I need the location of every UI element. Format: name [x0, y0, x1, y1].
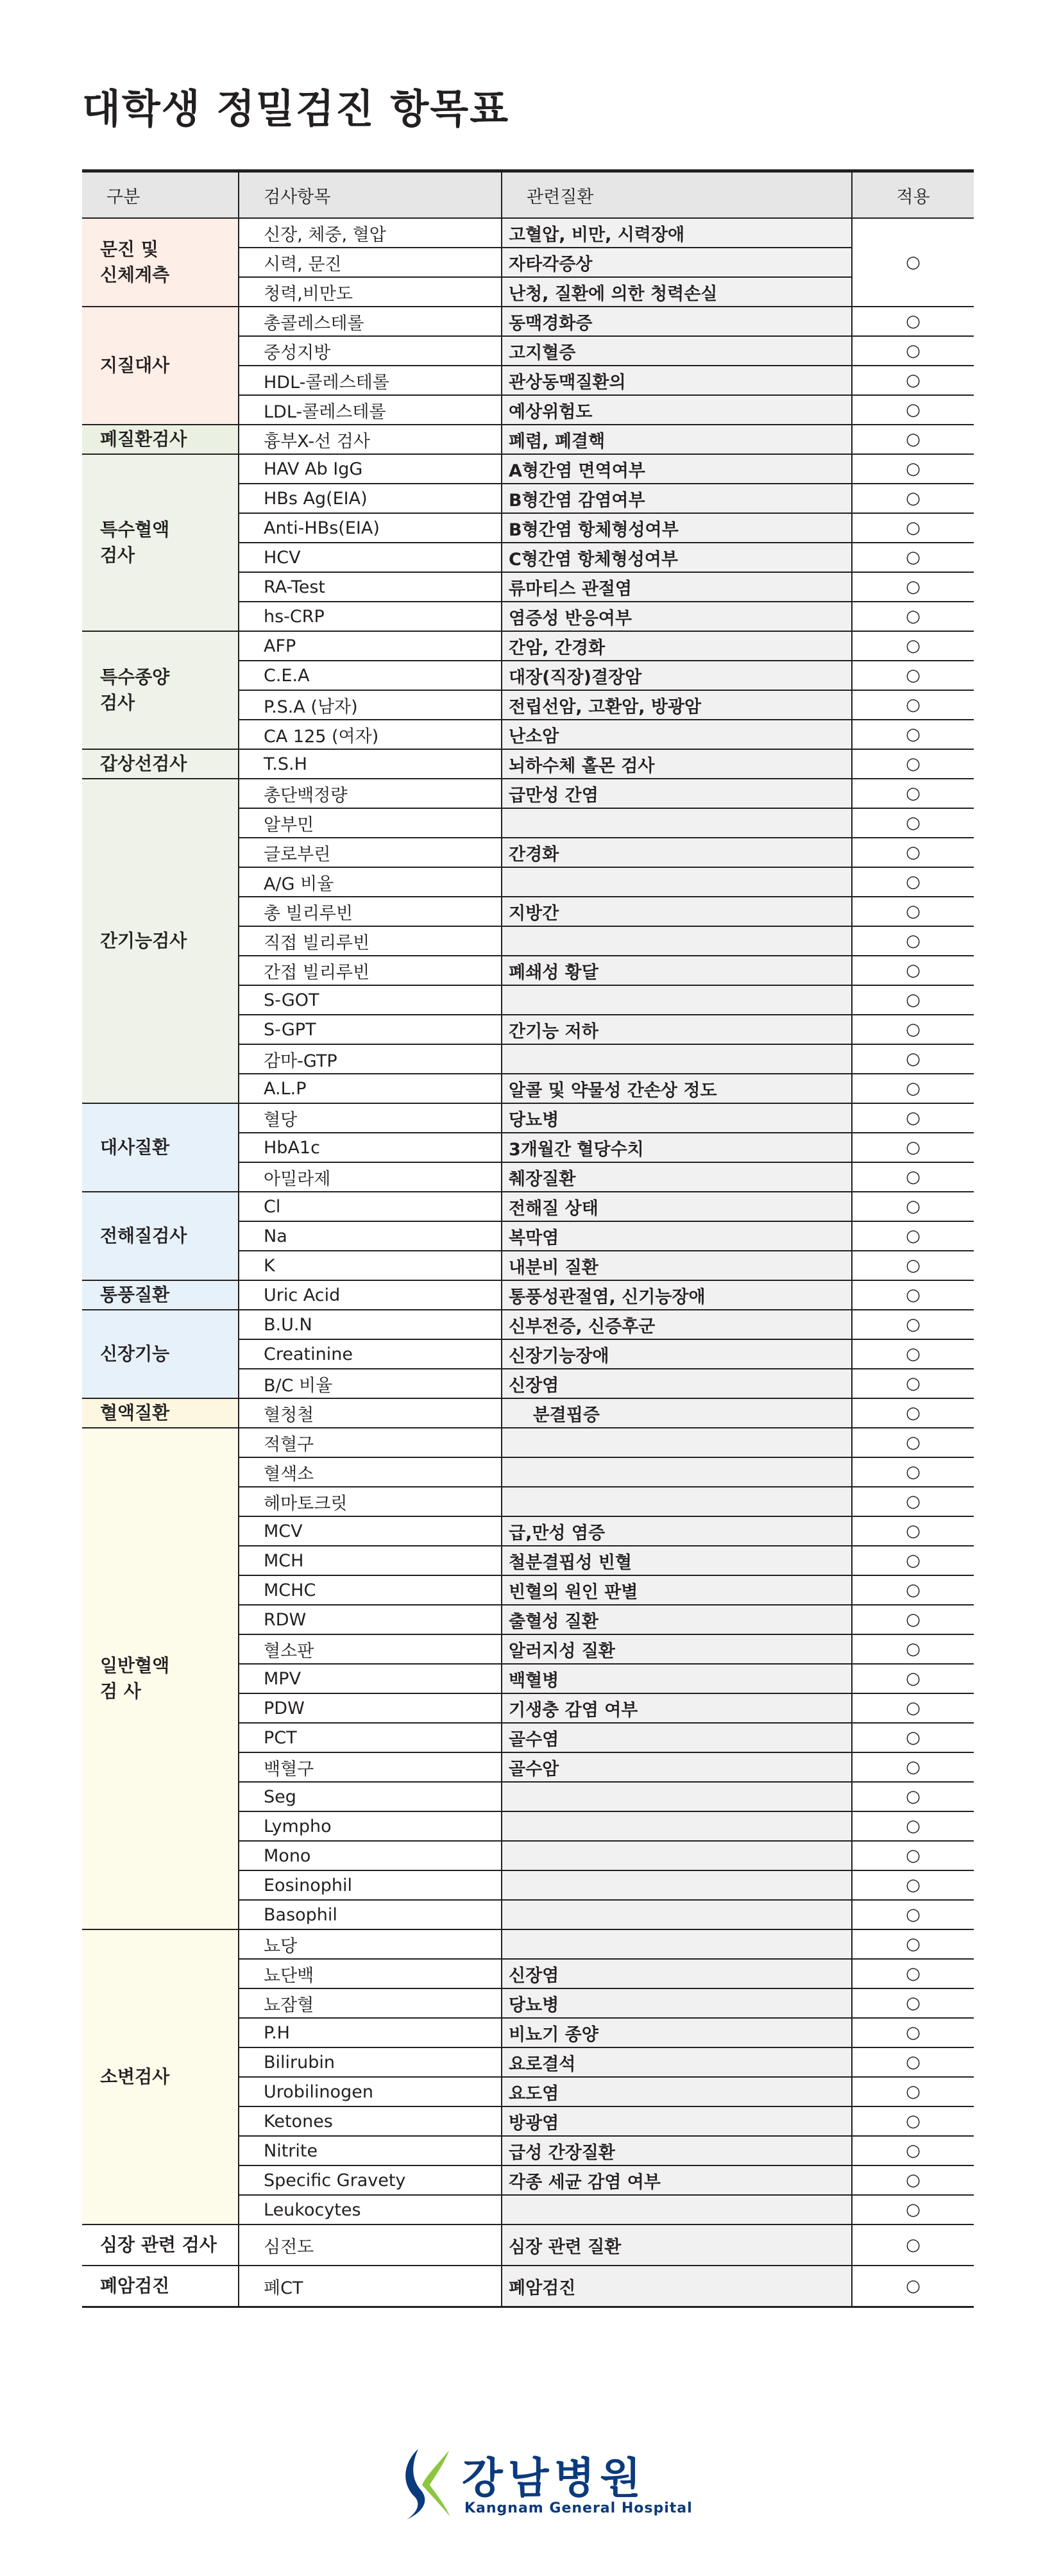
- apply-mark-cell: ○: [852, 631, 974, 661]
- apply-mark-cell: ○: [852, 2018, 974, 2047]
- related-disease-cell: 간암, 간경화: [502, 631, 852, 661]
- exam-item-cell: Eosinophil: [239, 1870, 502, 1900]
- related-disease-cell: 요도염: [502, 2077, 852, 2106]
- apply-mark-cell: ○: [852, 543, 974, 572]
- apply-mark-cell: ○: [852, 425, 974, 454]
- category-cell: 간기능검사: [82, 779, 239, 1103]
- exam-item-cell: Bilirubin: [239, 2047, 502, 2077]
- apply-mark-cell: ○: [852, 602, 974, 631]
- apply-mark-cell: ○: [852, 1044, 974, 1074]
- header-item: 검사항목: [239, 171, 502, 219]
- apply-mark-cell: ○: [852, 1339, 974, 1369]
- apply-mark-cell: ○: [852, 1988, 974, 2018]
- related-disease-cell: 내분비 질환: [502, 1251, 852, 1280]
- apply-mark-cell: ○: [852, 690, 974, 720]
- related-disease-cell: 각종 세균 감염 여부: [502, 2165, 852, 2195]
- category-cell: 일반혈액 검 사: [82, 1428, 239, 1929]
- exam-item-cell: 백혈구: [239, 1752, 502, 1782]
- table-row: [82, 2224, 974, 2266]
- table-row: [82, 631, 974, 661]
- related-disease-cell: 예상위험도: [502, 395, 852, 425]
- exam-item-cell: 알부민: [239, 808, 502, 838]
- related-disease-cell: 전해질 상태: [502, 1192, 852, 1221]
- exam-item-cell: Urobilinogen: [239, 2077, 502, 2106]
- exam-item-cell: AFP: [239, 631, 502, 661]
- apply-mark-cell: ○: [852, 1162, 974, 1192]
- exam-item-cell: A/G 비율: [239, 867, 502, 897]
- exam-item-cell: 뇨단백: [239, 1959, 502, 1988]
- apply-mark-cell: ○: [852, 897, 974, 926]
- apply-mark-cell: ○: [852, 1546, 974, 1575]
- apply-mark-cell: ○: [852, 454, 974, 484]
- apply-mark-cell: ○: [852, 2266, 974, 2307]
- apply-mark-cell: ○: [852, 307, 974, 336]
- related-disease-cell: [502, 1841, 852, 1870]
- apply-mark-cell: ○: [852, 2136, 974, 2165]
- apply-mark-cell: ○: [852, 1221, 974, 1251]
- related-disease-cell: 급만성 간염: [502, 779, 852, 808]
- apply-mark-cell: ○: [852, 1575, 974, 1605]
- apply-mark-cell: ○: [852, 1310, 974, 1339]
- related-disease-cell: [502, 985, 852, 1015]
- exam-item-cell: HbA1c: [239, 1133, 502, 1162]
- related-disease-cell: 폐쇄성 황달: [502, 956, 852, 985]
- category-cell: 폐암검진: [82, 2266, 239, 2307]
- exam-item-cell: HAV Ab IgG: [239, 454, 502, 484]
- exam-item-cell: HDL-콜레스테롤: [239, 366, 502, 395]
- related-disease-cell: [502, 1457, 852, 1487]
- exam-item-cell: P.H: [239, 2018, 502, 2047]
- exam-item-cell: 총단백정량: [239, 779, 502, 808]
- exam-item-cell: S-GOT: [239, 985, 502, 1015]
- apply-mark-cell: ○: [852, 395, 974, 425]
- related-disease-cell: 철분결핍성 빈혈: [502, 1546, 852, 1575]
- related-disease-cell: 골수염: [502, 1723, 852, 1752]
- exam-item-cell: 중성지방: [239, 336, 502, 366]
- category-cell: 대사질환: [82, 1103, 239, 1192]
- exam-item-cell: Ketones: [239, 2106, 502, 2136]
- related-disease-cell: 알러지성 질환: [502, 1634, 852, 1664]
- apply-mark-cell: ○: [852, 2165, 974, 2195]
- apply-mark-cell: ○: [852, 1398, 974, 1428]
- exam-item-cell: C.E.A: [239, 661, 502, 690]
- exam-item-cell: PCT: [239, 1723, 502, 1752]
- related-disease-cell: 백혈병: [502, 1664, 852, 1693]
- related-disease-cell: 고혈압, 비만, 시력장애: [502, 218, 852, 248]
- related-disease-cell: 난소암: [502, 720, 852, 749]
- related-disease-cell: 폐렴, 폐결핵: [502, 425, 852, 454]
- related-disease-cell: 뇌하수체 홀몬 검사: [502, 749, 852, 779]
- related-disease-cell: 류마티스 관절염: [502, 572, 852, 602]
- apply-mark-cell: ○: [852, 1192, 974, 1221]
- exam-item-cell: RA-Test: [239, 572, 502, 602]
- page-title: 대학생 정밀검진 항목표: [82, 85, 510, 132]
- related-disease-cell: 출혈성 질환: [502, 1605, 852, 1634]
- apply-mark-cell: ○: [852, 749, 974, 779]
- apply-mark-cell: ○: [852, 218, 974, 307]
- related-disease-cell: 관상동맥질환의: [502, 366, 852, 395]
- exam-item-cell: Seg: [239, 1782, 502, 1811]
- header-apply: 적용: [852, 171, 974, 219]
- header-disease: 관련질환: [502, 171, 852, 219]
- apply-mark-cell: ○: [852, 2195, 974, 2224]
- related-disease-cell: 요로결석: [502, 2047, 852, 2077]
- apply-mark-cell: ○: [852, 1723, 974, 1752]
- related-disease-cell: 심장 관련 질환: [502, 2224, 852, 2266]
- related-disease-cell: 신장기능장애: [502, 1339, 852, 1369]
- apply-mark-cell: ○: [852, 1428, 974, 1457]
- related-disease-cell: 급성 간장질환: [502, 2136, 852, 2165]
- related-disease-cell: 동맥경화증: [502, 307, 852, 336]
- related-disease-cell: B형간염 항체형성여부: [502, 513, 852, 543]
- exam-item-cell: Uric Acid: [239, 1280, 502, 1310]
- header-category: 구분: [82, 171, 239, 219]
- exam-item-cell: 폐CT: [239, 2266, 502, 2307]
- exam-item-cell: Specific Gravety: [239, 2165, 502, 2195]
- apply-mark-cell: ○: [852, 1516, 974, 1546]
- exam-item-cell: MCH: [239, 1546, 502, 1575]
- exam-item-cell: Lympho: [239, 1811, 502, 1841]
- related-disease-cell: 기생충 감염 여부: [502, 1693, 852, 1723]
- apply-mark-cell: ○: [852, 513, 974, 543]
- exam-item-cell: MCV: [239, 1516, 502, 1546]
- related-disease-cell: [502, 1782, 852, 1811]
- apply-mark-cell: ○: [852, 1782, 974, 1811]
- apply-mark-cell: ○: [852, 838, 974, 867]
- category-cell: 갑상선검사: [82, 749, 239, 779]
- category-cell: 문진 및 신체계측: [82, 218, 239, 307]
- related-disease-cell: 빈혈의 원인 판별: [502, 1575, 852, 1605]
- exam-item-cell: 아밀라제: [239, 1162, 502, 1192]
- related-disease-cell: 염증성 반응여부: [502, 602, 852, 631]
- exam-item-cell: K: [239, 1251, 502, 1280]
- related-disease-cell: [502, 1428, 852, 1457]
- exam-item-cell: 혈소판: [239, 1634, 502, 1664]
- related-disease-cell: [502, 1811, 852, 1841]
- exam-item-cell: 간접 빌리루빈: [239, 956, 502, 985]
- related-disease-cell: 폐암검진: [502, 2266, 852, 2307]
- exam-item-cell: 흉부X-선 검사: [239, 425, 502, 454]
- apply-mark-cell: ○: [852, 808, 974, 838]
- category-cell: 통풍질환: [82, 1280, 239, 1310]
- category-cell: 심장 관련 검사: [82, 2224, 239, 2266]
- category-cell: 폐질환검사: [82, 425, 239, 454]
- table-row: [82, 749, 974, 779]
- apply-mark-cell: ○: [852, 1103, 974, 1133]
- related-disease-cell: 골수암: [502, 1752, 852, 1782]
- apply-mark-cell: ○: [852, 956, 974, 985]
- exam-item-cell: MPV: [239, 1664, 502, 1693]
- exam-item-cell: 청력,비만도: [239, 277, 502, 307]
- apply-mark-cell: ○: [852, 867, 974, 897]
- related-disease-cell: 급,만성 염증: [502, 1516, 852, 1546]
- exam-item-cell: 총콜레스테롤: [239, 307, 502, 336]
- related-disease-cell: 간기능 저하: [502, 1015, 852, 1044]
- related-disease-cell: [502, 2195, 852, 2224]
- related-disease-cell: 신장염: [502, 1959, 852, 1988]
- exam-item-cell: Nitrite: [239, 2136, 502, 2165]
- exam-item-cell: B.U.N: [239, 1310, 502, 1339]
- hospital-logo-english: Kangnam General Hospital: [464, 2500, 693, 2516]
- related-disease-cell: [502, 867, 852, 897]
- related-disease-cell: 당뇨병: [502, 1988, 852, 2018]
- related-disease-cell: 복막염: [502, 1221, 852, 1251]
- category-cell: 특수혈액 검사: [82, 454, 239, 631]
- exam-item-cell: S-GPT: [239, 1015, 502, 1044]
- exam-item-cell: 글로부린: [239, 838, 502, 867]
- table-row: [82, 454, 974, 484]
- apply-mark-cell: ○: [852, 336, 974, 366]
- table-row: [82, 425, 974, 454]
- exam-item-cell: Na: [239, 1221, 502, 1251]
- apply-mark-cell: ○: [852, 1752, 974, 1782]
- related-disease-cell: 고지혈증: [502, 336, 852, 366]
- apply-mark-cell: ○: [852, 1841, 974, 1870]
- related-disease-cell: [502, 808, 852, 838]
- related-disease-cell: 알콜 및 약물성 간손상 정도: [502, 1074, 852, 1103]
- exam-item-cell: T.S.H: [239, 749, 502, 779]
- related-disease-cell: [502, 1044, 852, 1074]
- table-row: [82, 1192, 974, 1221]
- category-cell: 신장기능: [82, 1310, 239, 1398]
- apply-mark-cell: ○: [852, 2047, 974, 2077]
- exam-item-cell: Cl: [239, 1192, 502, 1221]
- apply-mark-cell: ○: [852, 1133, 974, 1162]
- apply-mark-cell: ○: [852, 1487, 974, 1516]
- related-disease-cell: 신장염: [502, 1369, 852, 1398]
- apply-mark-cell: ○: [852, 1634, 974, 1664]
- apply-mark-cell: ○: [852, 1693, 974, 1723]
- related-disease-cell: 비뇨기 종양: [502, 2018, 852, 2047]
- related-disease-cell: 간경화: [502, 838, 852, 867]
- exam-item-cell: Leukocytes: [239, 2195, 502, 2224]
- exam-item-cell: Basophil: [239, 1900, 502, 1929]
- related-disease-cell: 대장(직장)결장암: [502, 661, 852, 690]
- apply-mark-cell: ○: [852, 1074, 974, 1103]
- apply-mark-cell: ○: [852, 1959, 974, 1988]
- category-cell: 소변검사: [82, 1929, 239, 2224]
- exam-item-cell: RDW: [239, 1605, 502, 1634]
- exam-items-table: [82, 169, 974, 2308]
- related-disease-cell: A형간염 면역여부: [502, 454, 852, 484]
- exam-item-cell: 시력, 문진: [239, 248, 502, 277]
- exam-item-cell: CA 125 (여자): [239, 720, 502, 749]
- apply-mark-cell: ○: [852, 1015, 974, 1044]
- exam-item-cell: 신장, 체중, 혈압: [239, 218, 502, 248]
- exam-item-cell: LDL-콜레스테롤: [239, 395, 502, 425]
- hospital-logo: [393, 2443, 693, 2526]
- exam-item-cell: 뇨당: [239, 1929, 502, 1959]
- apply-mark-cell: ○: [852, 1811, 974, 1841]
- table-row: [82, 1103, 974, 1133]
- related-disease-cell: 3개월간 혈당수치: [502, 1133, 852, 1162]
- table-row: [82, 218, 974, 248]
- related-disease-cell: [502, 1487, 852, 1516]
- apply-mark-cell: ○: [852, 661, 974, 690]
- category-cell: 혈액질환: [82, 1398, 239, 1428]
- related-disease-cell: [502, 1900, 852, 1929]
- category-cell: 특수종양 검사: [82, 631, 239, 749]
- apply-mark-cell: ○: [852, 572, 974, 602]
- exam-item-cell: HCV: [239, 543, 502, 572]
- exam-item-cell: 심전도: [239, 2224, 502, 2266]
- exam-item-cell: Creatinine: [239, 1339, 502, 1369]
- related-disease-cell: 지방간: [502, 897, 852, 926]
- table-row: [82, 1280, 974, 1310]
- exam-item-cell: 혈색소: [239, 1457, 502, 1487]
- table-header-row: [82, 171, 974, 219]
- apply-mark-cell: ○: [852, 720, 974, 749]
- related-disease-cell: 당뇨병: [502, 1103, 852, 1133]
- related-disease-cell: 신부전증, 신증후군: [502, 1310, 852, 1339]
- exam-item-cell: B/C 비율: [239, 1369, 502, 1398]
- exam-item-cell: 혈청철: [239, 1398, 502, 1428]
- exam-item-cell: A.L.P: [239, 1074, 502, 1103]
- apply-mark-cell: ○: [852, 1251, 974, 1280]
- exam-item-cell: 직접 빌리루빈: [239, 926, 502, 956]
- exam-item-cell: 총 빌리루빈: [239, 897, 502, 926]
- hospital-logo-name: 강남병원: [462, 2453, 647, 2503]
- exam-item-cell: Anti-HBs(EIA): [239, 513, 502, 543]
- apply-mark-cell: ○: [852, 2077, 974, 2106]
- table-row: [82, 1929, 974, 1959]
- exam-item-cell: 혈당: [239, 1103, 502, 1133]
- apply-mark-cell: ○: [852, 2106, 974, 2136]
- exam-item-cell: P.S.A (남자): [239, 690, 502, 720]
- apply-mark-cell: ○: [852, 1870, 974, 1900]
- exam-item-cell: PDW: [239, 1693, 502, 1723]
- exam-item-cell: 헤마토크릿: [239, 1487, 502, 1516]
- apply-mark-cell: ○: [852, 1605, 974, 1634]
- exam-item-cell: 적혈구: [239, 1428, 502, 1457]
- apply-mark-cell: ○: [852, 985, 974, 1015]
- exam-item-cell: 뇨잠혈: [239, 1988, 502, 2018]
- related-disease-cell: C형간염 항체형성여부: [502, 543, 852, 572]
- apply-mark-cell: ○: [852, 2224, 974, 2266]
- related-disease-cell: [502, 1870, 852, 1900]
- related-disease-cell: 췌장질환: [502, 1162, 852, 1192]
- category-cell: 지질대사: [82, 307, 239, 425]
- apply-mark-cell: ○: [852, 1280, 974, 1310]
- table-row: [82, 779, 974, 808]
- related-disease-cell: 통풍성관절염, 신기능장애: [502, 1280, 852, 1310]
- table-row: [82, 307, 974, 336]
- related-disease-cell: [502, 926, 852, 956]
- related-disease-cell: 전립선암, 고환암, 방광암: [502, 690, 852, 720]
- exam-item-cell: HBs Ag(EIA): [239, 484, 502, 513]
- hospital-logo-mark-icon: [393, 2445, 453, 2522]
- table-body: [82, 218, 974, 2307]
- table-row: [82, 1398, 974, 1428]
- table-row: [82, 2266, 974, 2307]
- table-row: [82, 1310, 974, 1339]
- apply-mark-cell: ○: [852, 484, 974, 513]
- apply-mark-cell: ○: [852, 1369, 974, 1398]
- related-disease-cell: B형간염 감염여부: [502, 484, 852, 513]
- related-disease-cell: 난청, 질환에 의한 청력손실: [502, 277, 852, 307]
- apply-mark-cell: ○: [852, 779, 974, 808]
- apply-mark-cell: ○: [852, 1457, 974, 1487]
- exam-item-cell: 감마-GTP: [239, 1044, 502, 1074]
- related-disease-cell: 자타각증상: [502, 248, 852, 277]
- related-disease-cell: 방광염: [502, 2106, 852, 2136]
- exam-item-cell: MCHC: [239, 1575, 502, 1605]
- apply-mark-cell: ○: [852, 366, 974, 395]
- table-row: [82, 1428, 974, 1457]
- apply-mark-cell: ○: [852, 926, 974, 956]
- category-cell: 전해질검사: [82, 1192, 239, 1280]
- apply-mark-cell: ○: [852, 1929, 974, 1959]
- apply-mark-cell: ○: [852, 1664, 974, 1693]
- related-disease-cell: [502, 1929, 852, 1959]
- exam-item-cell: hs-CRP: [239, 602, 502, 631]
- related-disease-cell: 분결핍증: [502, 1398, 852, 1428]
- exam-item-cell: Mono: [239, 1841, 502, 1870]
- apply-mark-cell: ○: [852, 1900, 974, 1929]
